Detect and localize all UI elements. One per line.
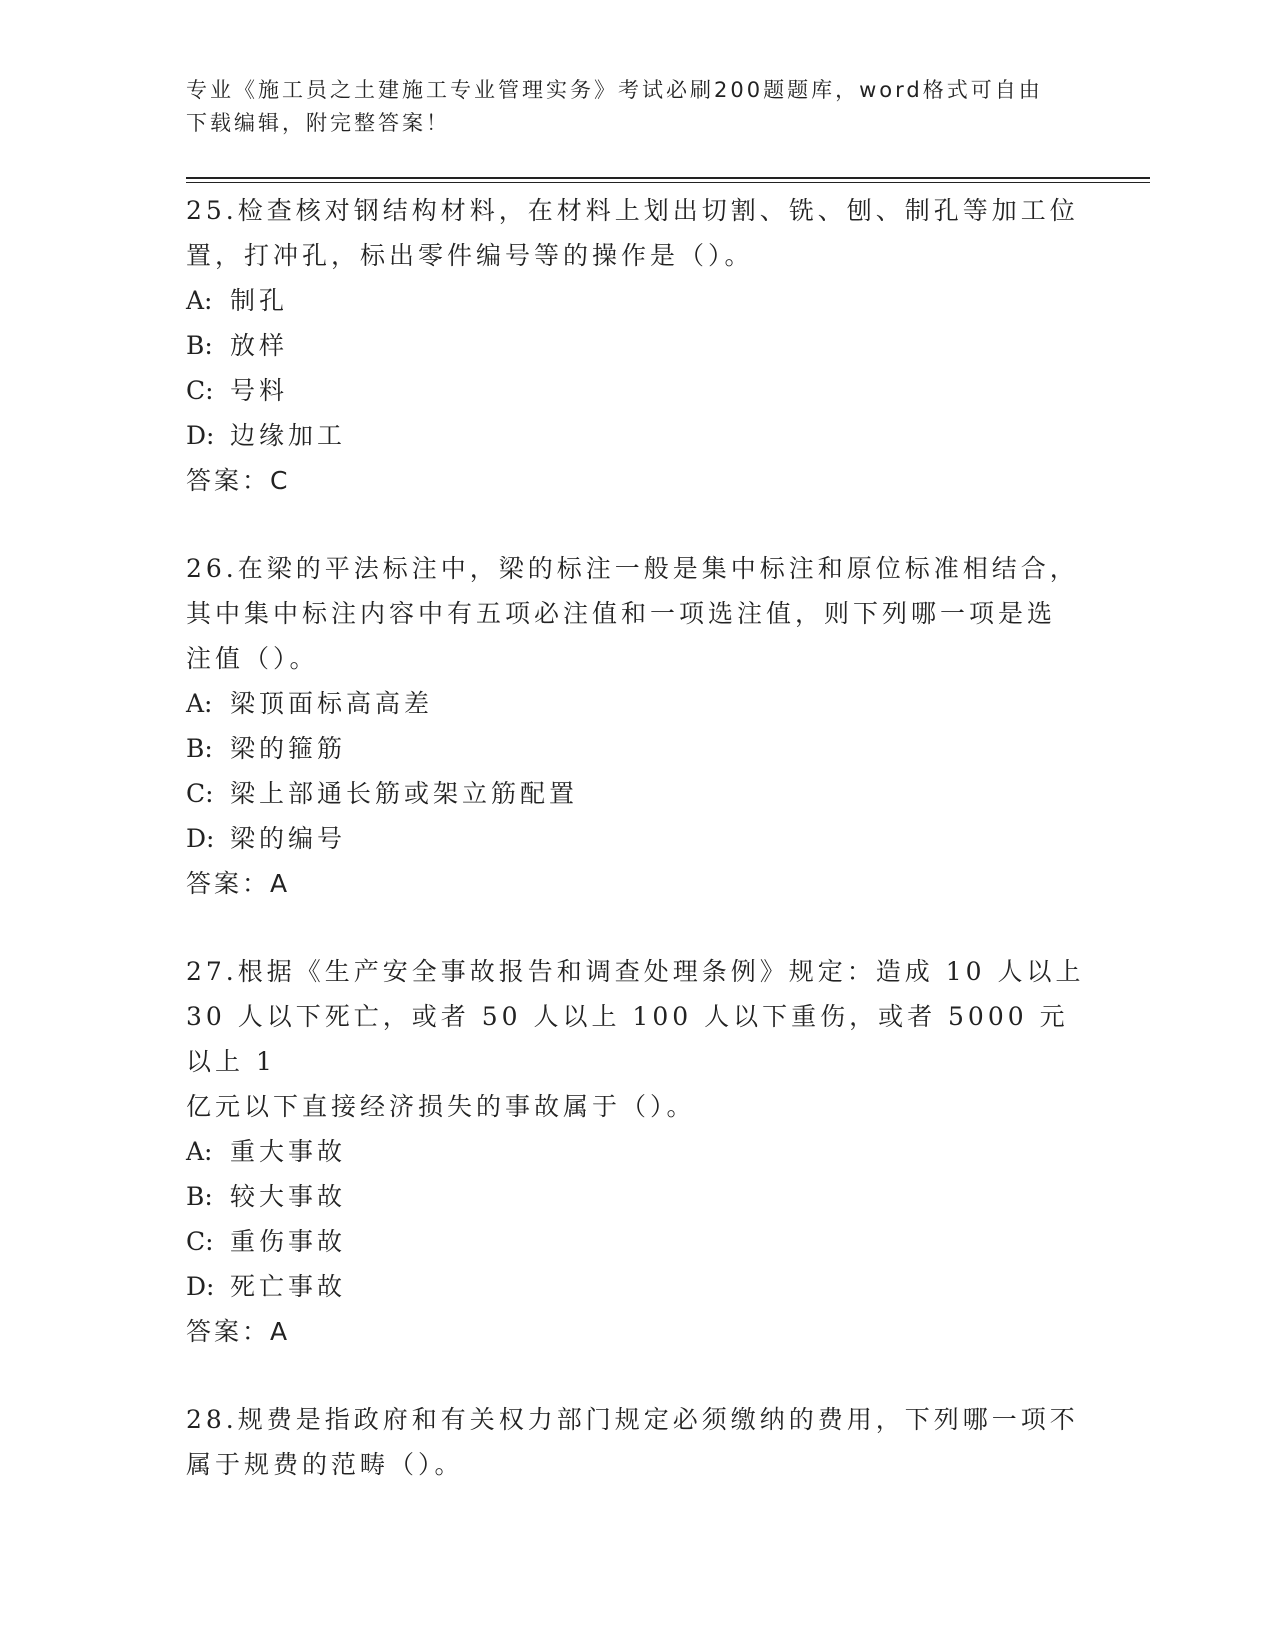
option-key: B: (186, 1182, 213, 1211)
option-text: 死亡事故 (230, 1272, 347, 1301)
header-line-2: 下载编辑，附完整答案！ (186, 111, 450, 135)
answer-line: 答案：C (186, 466, 291, 495)
option-text: 制孔 (230, 286, 289, 315)
option-text: 重伤事故 (230, 1227, 347, 1256)
option-text: 放样 (230, 331, 289, 360)
option-c (186, 771, 1086, 816)
option-text: 较大事故 (230, 1182, 347, 1211)
option-d (186, 413, 1086, 458)
header-divider-thin (186, 182, 1150, 183)
option-key: D: (186, 421, 215, 450)
option-text: 重大事故 (230, 1137, 347, 1166)
question-stem-line: 26.在梁的平法标注中，梁的标注一般是集中标注和原位标准相结合， (186, 554, 1079, 583)
option-b (186, 323, 1086, 368)
answer-line: 答案：A (186, 869, 291, 898)
option-d (186, 816, 1086, 861)
option-a (186, 681, 1086, 726)
question-stem-line: 其中集中标注内容中有五项必注值和一项选注值，则下列哪一项是选 (186, 599, 1057, 628)
question-25 (186, 188, 1086, 503)
option-text: 号料 (230, 376, 289, 405)
question-26 (186, 546, 1086, 906)
option-key: A: (186, 286, 213, 315)
option-c (186, 1219, 1086, 1264)
option-text: 梁顶面标高高差 (230, 689, 434, 718)
question-stem-line: 30 人以下死亡，或者 50 人以上 100 人以下重伤，或者 5000 元以上 1 (186, 1002, 1069, 1076)
option-key: C: (186, 1227, 214, 1256)
option-key: C: (186, 779, 214, 808)
option-a (186, 1129, 1086, 1174)
option-text: 梁的箍筋 (230, 734, 347, 763)
question-28 (186, 1397, 1086, 1487)
question-stem-line: 25.检查核对钢结构材料，在材料上划出切割、铣、刨、制孔等加工位 (186, 196, 1079, 225)
option-key: A: (186, 1137, 213, 1166)
option-b (186, 726, 1086, 771)
option-b (186, 1174, 1086, 1219)
option-key: D: (186, 824, 215, 853)
header-line-1: 专业《施工员之土建施工专业管理实务》考试必刷200题题库，word格式可自由 (186, 78, 1043, 102)
option-key: B: (186, 331, 213, 360)
question-list (186, 188, 1086, 1530)
option-c (186, 368, 1086, 413)
option-key: C: (186, 376, 214, 405)
answer-line: 答案：A (186, 1317, 291, 1346)
question-stem-line: 27.根据《生产安全事故报告和调查处理条例》规定：造成 10 人以上 (186, 957, 1085, 986)
question-stem-line: 置，打冲孔，标出零件编号等的操作是（）。 (186, 241, 754, 270)
document-header (186, 74, 1066, 140)
question-27 (186, 949, 1086, 1354)
option-text: 边缘加工 (230, 421, 347, 450)
option-key: A: (186, 689, 213, 718)
option-text: 梁上部通长筋或架立筋配置 (230, 779, 579, 808)
option-key: D: (186, 1272, 215, 1301)
option-d (186, 1264, 1086, 1309)
option-a (186, 278, 1086, 323)
question-stem-line: 亿元以下直接经济损失的事故属于（）。 (186, 1092, 696, 1121)
question-stem-line: 注值（）。 (186, 644, 319, 673)
header-divider-thick (186, 177, 1150, 179)
option-key: B: (186, 734, 213, 763)
question-stem-line: 属于规费的范畴（）。 (186, 1450, 464, 1479)
option-text: 梁的编号 (230, 824, 347, 853)
question-stem-line: 28.规费是指政府和有关权力部门规定必须缴纳的费用，下列哪一项不 (186, 1405, 1079, 1434)
